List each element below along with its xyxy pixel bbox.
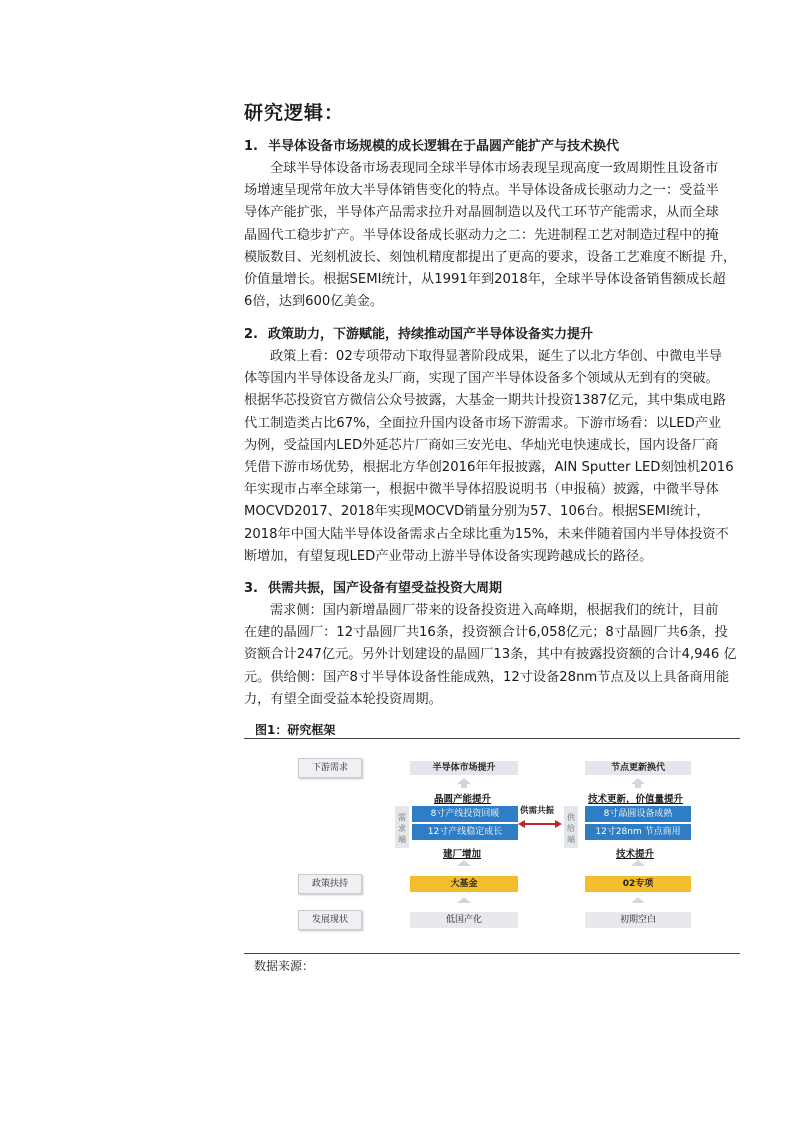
section-3-heading (244, 577, 744, 596)
text-line: 场增速呈现常年放大半导体销售变化的特点。半导体设备成长驱动力之一：受益半 (244, 183, 719, 199)
text-line: 政策上看：02专项带动下取得显著阶段成果，诞生了以北方华创、中微电半导 (270, 349, 722, 364)
up-arrow-icon (457, 860, 471, 866)
row-label-status: 发展现状 (298, 910, 362, 930)
section-number: 1. (244, 139, 258, 154)
left-grey-box: 低国产化 (410, 912, 518, 928)
section-number: 3. (244, 581, 258, 596)
left-top-label: 晶圆产能提升 (434, 794, 492, 805)
text-line: 需求侧：国内新增晶圆厂带来的设备投资进入高峰期，根据我们的统计，目前 (270, 603, 719, 618)
text-line: 体等国内半导体设备龙头厂商，实现了国产半导体设备多个领域从无到有的突破。 (244, 371, 719, 387)
figure-caption: 图1：研究框架 (255, 723, 336, 737)
section-title: 半导体设备市场规模的成长逻辑在于晶圆产能扩产与技术换代 (268, 139, 620, 154)
right-bottom-label: 技术提升 (616, 849, 655, 860)
left-gold-box: 大基金 (410, 876, 518, 892)
row-label-policy: 政策扶持 (298, 874, 362, 894)
text-line: 力，有望全面受益本轮投资周期。 (244, 691, 442, 707)
left-header-box: 半导体市场提升 (410, 761, 518, 775)
demand-side-label: 需求端 (395, 806, 409, 848)
section-1-paragraph (244, 158, 746, 313)
up-arrow-icon (631, 897, 645, 903)
left-blue-line-2: 12寸产线稳定成长 (412, 824, 518, 840)
text-line: 全球半导体设备市场表现同全球半导体市场表现呈现高度一致周期性且设备市 (270, 161, 719, 176)
section-title: 供需共振，国产设备有望受益投资大周期 (268, 581, 503, 596)
section-number: 2. (244, 327, 258, 342)
text-line: 价值量增长。根据SEMI统计，从1991年到2018年，全球半导体设备销售额成长超 (244, 272, 726, 288)
right-header-box: 节点更新换代 (585, 761, 691, 775)
figure-source: 数据来源： (254, 959, 315, 973)
text-line: 年实现市占率全球第一，根据中微半导体招股说明书（申报稿）披露，中微半导体 (244, 482, 719, 498)
text-line: 2018年中国大陆半导体设备需求占全球比重为15%，未来伴随着国内半导体投资不 (244, 526, 729, 542)
section-2-heading (244, 323, 744, 342)
figure-bottom-rule (244, 953, 740, 954)
section-1-heading (244, 135, 744, 154)
supply-side-label: 供给端 (564, 806, 578, 848)
page-title: 研究逻辑： (244, 102, 345, 124)
text-line: 断增加，有望复现LED产业带动上游半导体设备实现跨越成长的路径。 (244, 548, 653, 564)
left-bottom-label: 建厂增加 (443, 849, 482, 860)
text-line: 元。供给侧：国产8寸半导体设备性能成熟，12寸设备28nm节点及以上具备商用能 (244, 669, 730, 685)
text-line: 代工制造类占比67%，全面拉升国内设备市场下游需求。下游市场看：以LED产业 (244, 415, 722, 431)
double-arrow-icon (518, 819, 562, 829)
up-arrow-icon (631, 860, 645, 866)
text-line: MOCVD2017、2018年实现MOCVD销量分别为57、106台。根据SEMI统计， (244, 504, 710, 520)
text-line: 凭借下游市场优势，根据北方华创2016年年报披露，AIN Sputter LED刻蚀机2016 (244, 460, 734, 476)
text-line: 根据华芯投资官方微信公众号披露，大基金一期共计投资1387亿元，其中集成电路 (244, 393, 726, 409)
row-label-downstream: 下游需求 (298, 758, 362, 778)
right-blue-line-2: 12寸28nm 节点商用 (585, 824, 691, 840)
right-grey-box: 初期空白 (585, 912, 691, 928)
section-2-paragraph (244, 346, 746, 568)
up-arrow-icon (457, 897, 471, 903)
resonance-label: 供需共振 (520, 806, 555, 816)
section-3-paragraph (244, 600, 746, 711)
research-framework-diagram (244, 740, 740, 952)
right-gold-box: 02专项 (585, 876, 691, 892)
figure-top-rule (244, 738, 740, 739)
text-line: 6倍，达到600亿美金。 (244, 294, 384, 310)
text-line: 导体产能扩张，半导体产品需求拉升对晶圆制造以及代工环节产能需求，从而全球 (244, 205, 719, 221)
text-line: 晶圆代工稳步扩产。半导体设备成长驱动力之二：先进制程工艺对制造过程中的掩 (244, 227, 719, 243)
text-line: 模版数目、光刻机波长、刻蚀机精度都提出了更高的要求，设备工艺难度不断提 升， (244, 249, 737, 265)
right-top-label: 技术更新，价值量提升 (588, 794, 684, 805)
up-arrow-icon (635, 784, 641, 788)
text-line: 在建的晶圆厂：12寸晶圆厂共16条，投资额合计6,058亿元；8寸晶圆厂共6条，投 (244, 625, 728, 641)
up-arrow-icon (461, 784, 467, 788)
left-blue-line-1: 8寸产线投资回暖 (412, 806, 518, 822)
right-blue-line-1: 8寸晶圆设备成熟 (585, 806, 691, 822)
text-line: 资额合计247亿元。另外计划建设的晶圆厂13条，其中有披露投资额的合计4,946 亿 (244, 647, 737, 663)
section-title: 政策助力，下游赋能，持续推动国产半导体设备实力提升 (268, 327, 594, 342)
text-line: 为例，受益国内LED外延芯片厂商如三安光电、华灿光电快速成长，国内设备厂商 (244, 437, 719, 453)
